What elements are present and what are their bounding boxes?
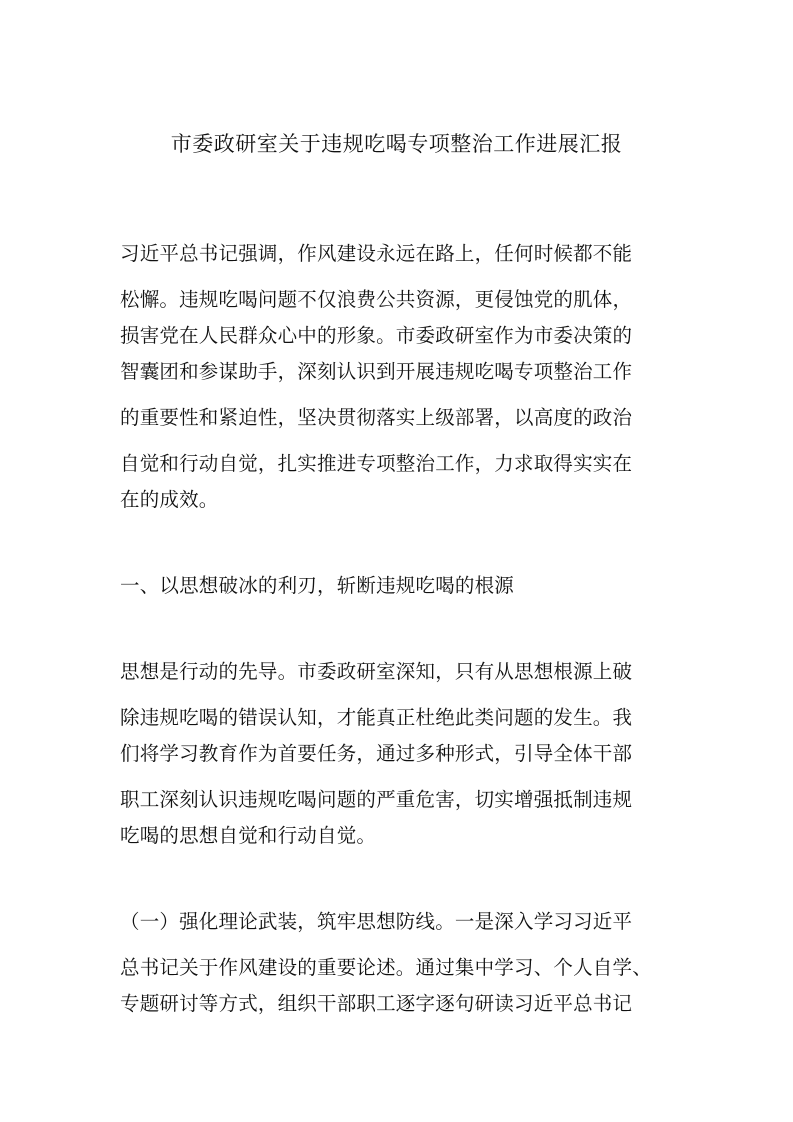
document-title: 市委政研室关于违规吃喝专项整治工作进展汇报 xyxy=(170,132,623,156)
section-heading-text: 一、以思想破冰的利刃，斩断违规吃喝的根源 xyxy=(120,574,515,597)
paragraph-line: 总书记关于作风建设的重要论述。通过集中学习、个人自学、 xyxy=(120,956,652,979)
paragraph-line: 除违规吃喝的错误认知，才能真正杜绝此类问题的发生。我 xyxy=(120,706,633,729)
paragraph-line: 专题研讨等方式，组织干部职工逐字逐句研读习近平总书记 xyxy=(120,992,633,1015)
paragraph-line: 损害党在人民群众心中的形象。市委政研室作为市委决策的 xyxy=(120,324,633,347)
paragraph-line: 自觉和行动自觉，扎实推进专项整治工作，力求取得实实在 xyxy=(120,452,633,475)
paragraph-line: 松懈。违规吃喝问题不仅浪费公共资源，更侵蚀党的肌体， xyxy=(120,288,633,311)
paragraph-line: 的重要性和紧迫性，坚决贯彻落实上级部署，以高度的政治 xyxy=(120,406,633,429)
paragraph-line: 在的成效。 xyxy=(120,488,219,511)
paragraph-line: 智囊团和参谋助手，深刻认识到开展违规吃喝专项整治工作 xyxy=(120,360,633,383)
paragraph-line: 习近平总书记强调，作风建设永远在路上，任何时候都不能 xyxy=(120,242,633,265)
paragraph-line: 们将学习教育作为首要任务，通过多种形式，引导全体干部 xyxy=(120,742,633,765)
paragraph-line: 吃喝的思想自觉和行动自觉。 xyxy=(120,824,377,847)
paragraph-line: 思想是行动的先导。市委政研室深知，只有从思想根源上破 xyxy=(120,660,633,683)
paragraph-line: 职工深刻认识违规吃喝问题的严重危害，切实增强抵制违规 xyxy=(120,788,633,811)
paragraph-line: （一）强化理论武装，筑牢思想防线。一是深入学习习近平 xyxy=(120,910,633,933)
